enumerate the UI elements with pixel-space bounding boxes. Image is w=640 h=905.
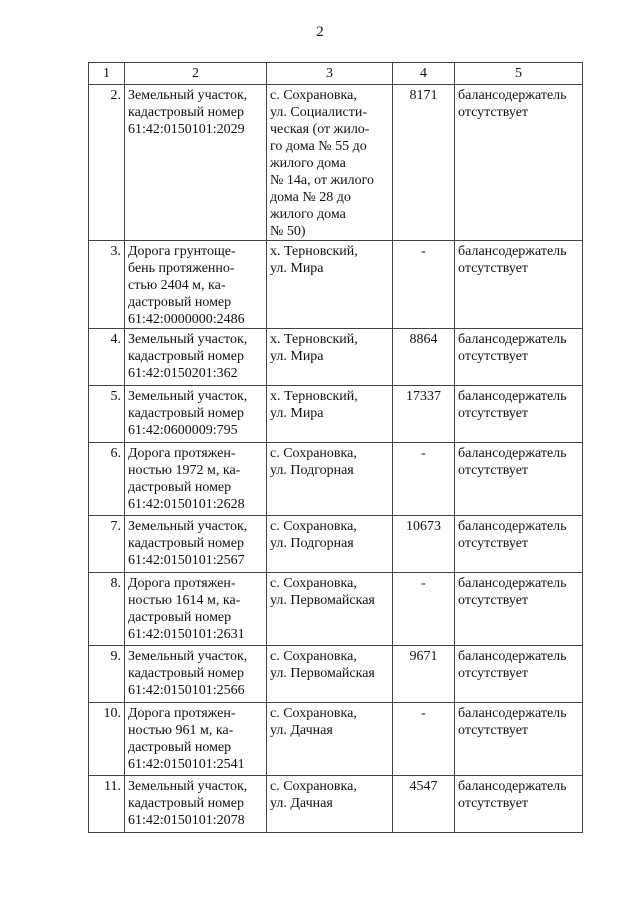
column-header: 3 xyxy=(267,63,393,85)
balance-holder-cell xyxy=(455,443,583,516)
balance-holder: балансодержатель отсутствует xyxy=(458,649,567,681)
object-name: Дорога грунтоще- бень протяженно- стью 2404 м, ка- дастровый номер 61:42:0000000:2486 xyxy=(128,244,245,327)
object-address: с. Сохрановка, ул. Подгорная xyxy=(270,519,357,551)
object-name-cell xyxy=(125,573,267,646)
object-area-cell xyxy=(393,241,455,329)
object-area: 9671 xyxy=(409,649,438,664)
object-area-cell xyxy=(393,329,455,386)
row-number-cell xyxy=(89,703,125,776)
balance-holder: балансодержатель отсутствует xyxy=(458,576,567,608)
table-row xyxy=(89,443,583,516)
object-name-cell xyxy=(125,241,267,329)
row-number: 10. xyxy=(103,706,121,721)
object-address-cell xyxy=(267,646,393,703)
row-number-cell xyxy=(89,646,125,703)
row-number: 7. xyxy=(110,519,121,534)
balance-holder-cell xyxy=(455,573,583,646)
object-name: Дорога протяжен- ностью 1972 м, ка- дастровый номер 61:42:0150101:2628 xyxy=(128,446,245,512)
object-area-cell xyxy=(393,443,455,516)
balance-holder-cell xyxy=(455,776,583,833)
column-header: 5 xyxy=(455,63,583,85)
object-area: 8171 xyxy=(409,88,438,103)
object-name: Земельный участок, кадастровый номер 61:42:0600009:795 xyxy=(128,389,248,438)
balance-holder: балансодержатель отсутствует xyxy=(458,88,567,120)
object-name: Земельный участок, кадастровый номер 61:42:0150101:2029 xyxy=(128,88,248,137)
object-area-cell xyxy=(393,386,455,443)
object-area: - xyxy=(421,446,426,461)
page-number: 2 xyxy=(316,24,324,40)
object-address: с. Сохрановка, ул. Первомайская xyxy=(270,576,375,608)
balance-holder-cell xyxy=(455,85,583,241)
row-number-cell xyxy=(89,329,125,386)
object-name-cell xyxy=(125,329,267,386)
object-address: х. Терновский, ул. Мира xyxy=(270,332,358,364)
object-area: 17337 xyxy=(406,389,441,404)
object-address-cell xyxy=(267,85,393,241)
object-address-cell xyxy=(267,241,393,329)
object-address: х. Терновский, ул. Мира xyxy=(270,389,358,421)
object-name-cell xyxy=(125,776,267,833)
table-header-row xyxy=(89,63,583,85)
object-name-cell xyxy=(125,516,267,573)
table-row xyxy=(89,329,583,386)
row-number: 5. xyxy=(110,389,121,404)
table-row xyxy=(89,241,583,329)
balance-holder-cell xyxy=(455,329,583,386)
object-address-cell xyxy=(267,516,393,573)
row-number-cell xyxy=(89,85,125,241)
object-area: 10673 xyxy=(406,519,441,534)
object-area: - xyxy=(421,706,426,721)
balance-holder: балансодержатель отсутствует xyxy=(458,706,567,738)
row-number-cell xyxy=(89,516,125,573)
object-address-cell xyxy=(267,329,393,386)
object-area-cell xyxy=(393,573,455,646)
balance-holder: балансодержатель отсутствует xyxy=(458,389,567,421)
object-name: Земельный участок, кадастровый номер 61:42:0150201:362 xyxy=(128,332,248,381)
balance-holder-cell xyxy=(455,646,583,703)
object-area-cell xyxy=(393,776,455,833)
object-name-cell xyxy=(125,386,267,443)
row-number-cell xyxy=(89,443,125,516)
object-name: Дорога протяжен- ностью 1614 м, ка- дастровый номер 61:42:0150101:2631 xyxy=(128,576,245,642)
object-area-cell xyxy=(393,516,455,573)
object-area: - xyxy=(421,576,426,591)
table-row xyxy=(89,516,583,573)
balance-holder-cell xyxy=(455,241,583,329)
balance-holder-cell xyxy=(455,703,583,776)
object-address: с. Сохрановка, ул. Дачная xyxy=(270,706,357,738)
object-area: - xyxy=(421,244,426,259)
object-address-cell xyxy=(267,573,393,646)
object-address-cell xyxy=(267,443,393,516)
balance-holder-cell xyxy=(455,386,583,443)
balance-holder: балансодержатель отсутствует xyxy=(458,244,567,276)
object-address-cell xyxy=(267,776,393,833)
table-row xyxy=(89,573,583,646)
balance-holder: балансодержатель отсутствует xyxy=(458,332,567,364)
table-row xyxy=(89,776,583,833)
object-address: х. Терновский, ул. Мира xyxy=(270,244,358,276)
object-name: Земельный участок, кадастровый номер 61:42:0150101:2078 xyxy=(128,779,248,828)
object-address: с. Сохрановка, ул. Дачная xyxy=(270,779,357,811)
object-address-cell xyxy=(267,703,393,776)
row-number-cell xyxy=(89,776,125,833)
object-area-cell xyxy=(393,646,455,703)
row-number: 2. xyxy=(110,88,121,103)
balance-holder: балансодержатель отсутствует xyxy=(458,519,567,551)
table-row xyxy=(89,703,583,776)
object-area: 8864 xyxy=(409,332,438,347)
row-number: 11. xyxy=(104,779,121,794)
row-number-cell xyxy=(89,573,125,646)
object-address: с. Сохрановка, ул. Первомайская xyxy=(270,649,375,681)
object-name-cell xyxy=(125,85,267,241)
object-address: с. Сохрановка, ул. Социалисти- ческая (от жило- го дома № 55 до жилого дома № 14а, от жилого дома № 28 до жилого дома № 50) xyxy=(270,88,375,239)
balance-holder-cell xyxy=(455,516,583,573)
object-name: Земельный участок, кадастровый номер 61:42:0150101:2567 xyxy=(128,519,248,568)
object-area-cell xyxy=(393,85,455,241)
row-number: 9. xyxy=(110,649,121,664)
row-number: 6. xyxy=(110,446,121,461)
object-area: 4547 xyxy=(409,779,438,794)
object-area-cell xyxy=(393,703,455,776)
row-number: 3. xyxy=(110,244,121,259)
table-row xyxy=(89,85,583,241)
object-name-cell xyxy=(125,443,267,516)
row-number-cell xyxy=(89,241,125,329)
object-address-cell xyxy=(267,386,393,443)
table-row xyxy=(89,646,583,703)
object-address: с. Сохрановка, ул. Подгорная xyxy=(270,446,357,478)
row-number-cell xyxy=(89,386,125,443)
column-header: 4 xyxy=(393,63,455,85)
registry-table xyxy=(88,62,583,833)
balance-holder: балансодержатель отсутствует xyxy=(458,446,567,478)
balance-holder: балансодержатель отсутствует xyxy=(458,779,567,811)
object-name-cell xyxy=(125,703,267,776)
table-row xyxy=(89,386,583,443)
object-name: Земельный участок, кадастровый номер 61:42:0150101:2566 xyxy=(128,649,248,698)
column-header: 2 xyxy=(125,63,267,85)
row-number: 8. xyxy=(110,576,121,591)
row-number: 4. xyxy=(110,332,121,347)
column-header: 1 xyxy=(89,63,125,85)
object-name: Дорога протяжен- ностью 961 м, ка- дастровый номер 61:42:0150101:2541 xyxy=(128,706,245,772)
object-name-cell xyxy=(125,646,267,703)
